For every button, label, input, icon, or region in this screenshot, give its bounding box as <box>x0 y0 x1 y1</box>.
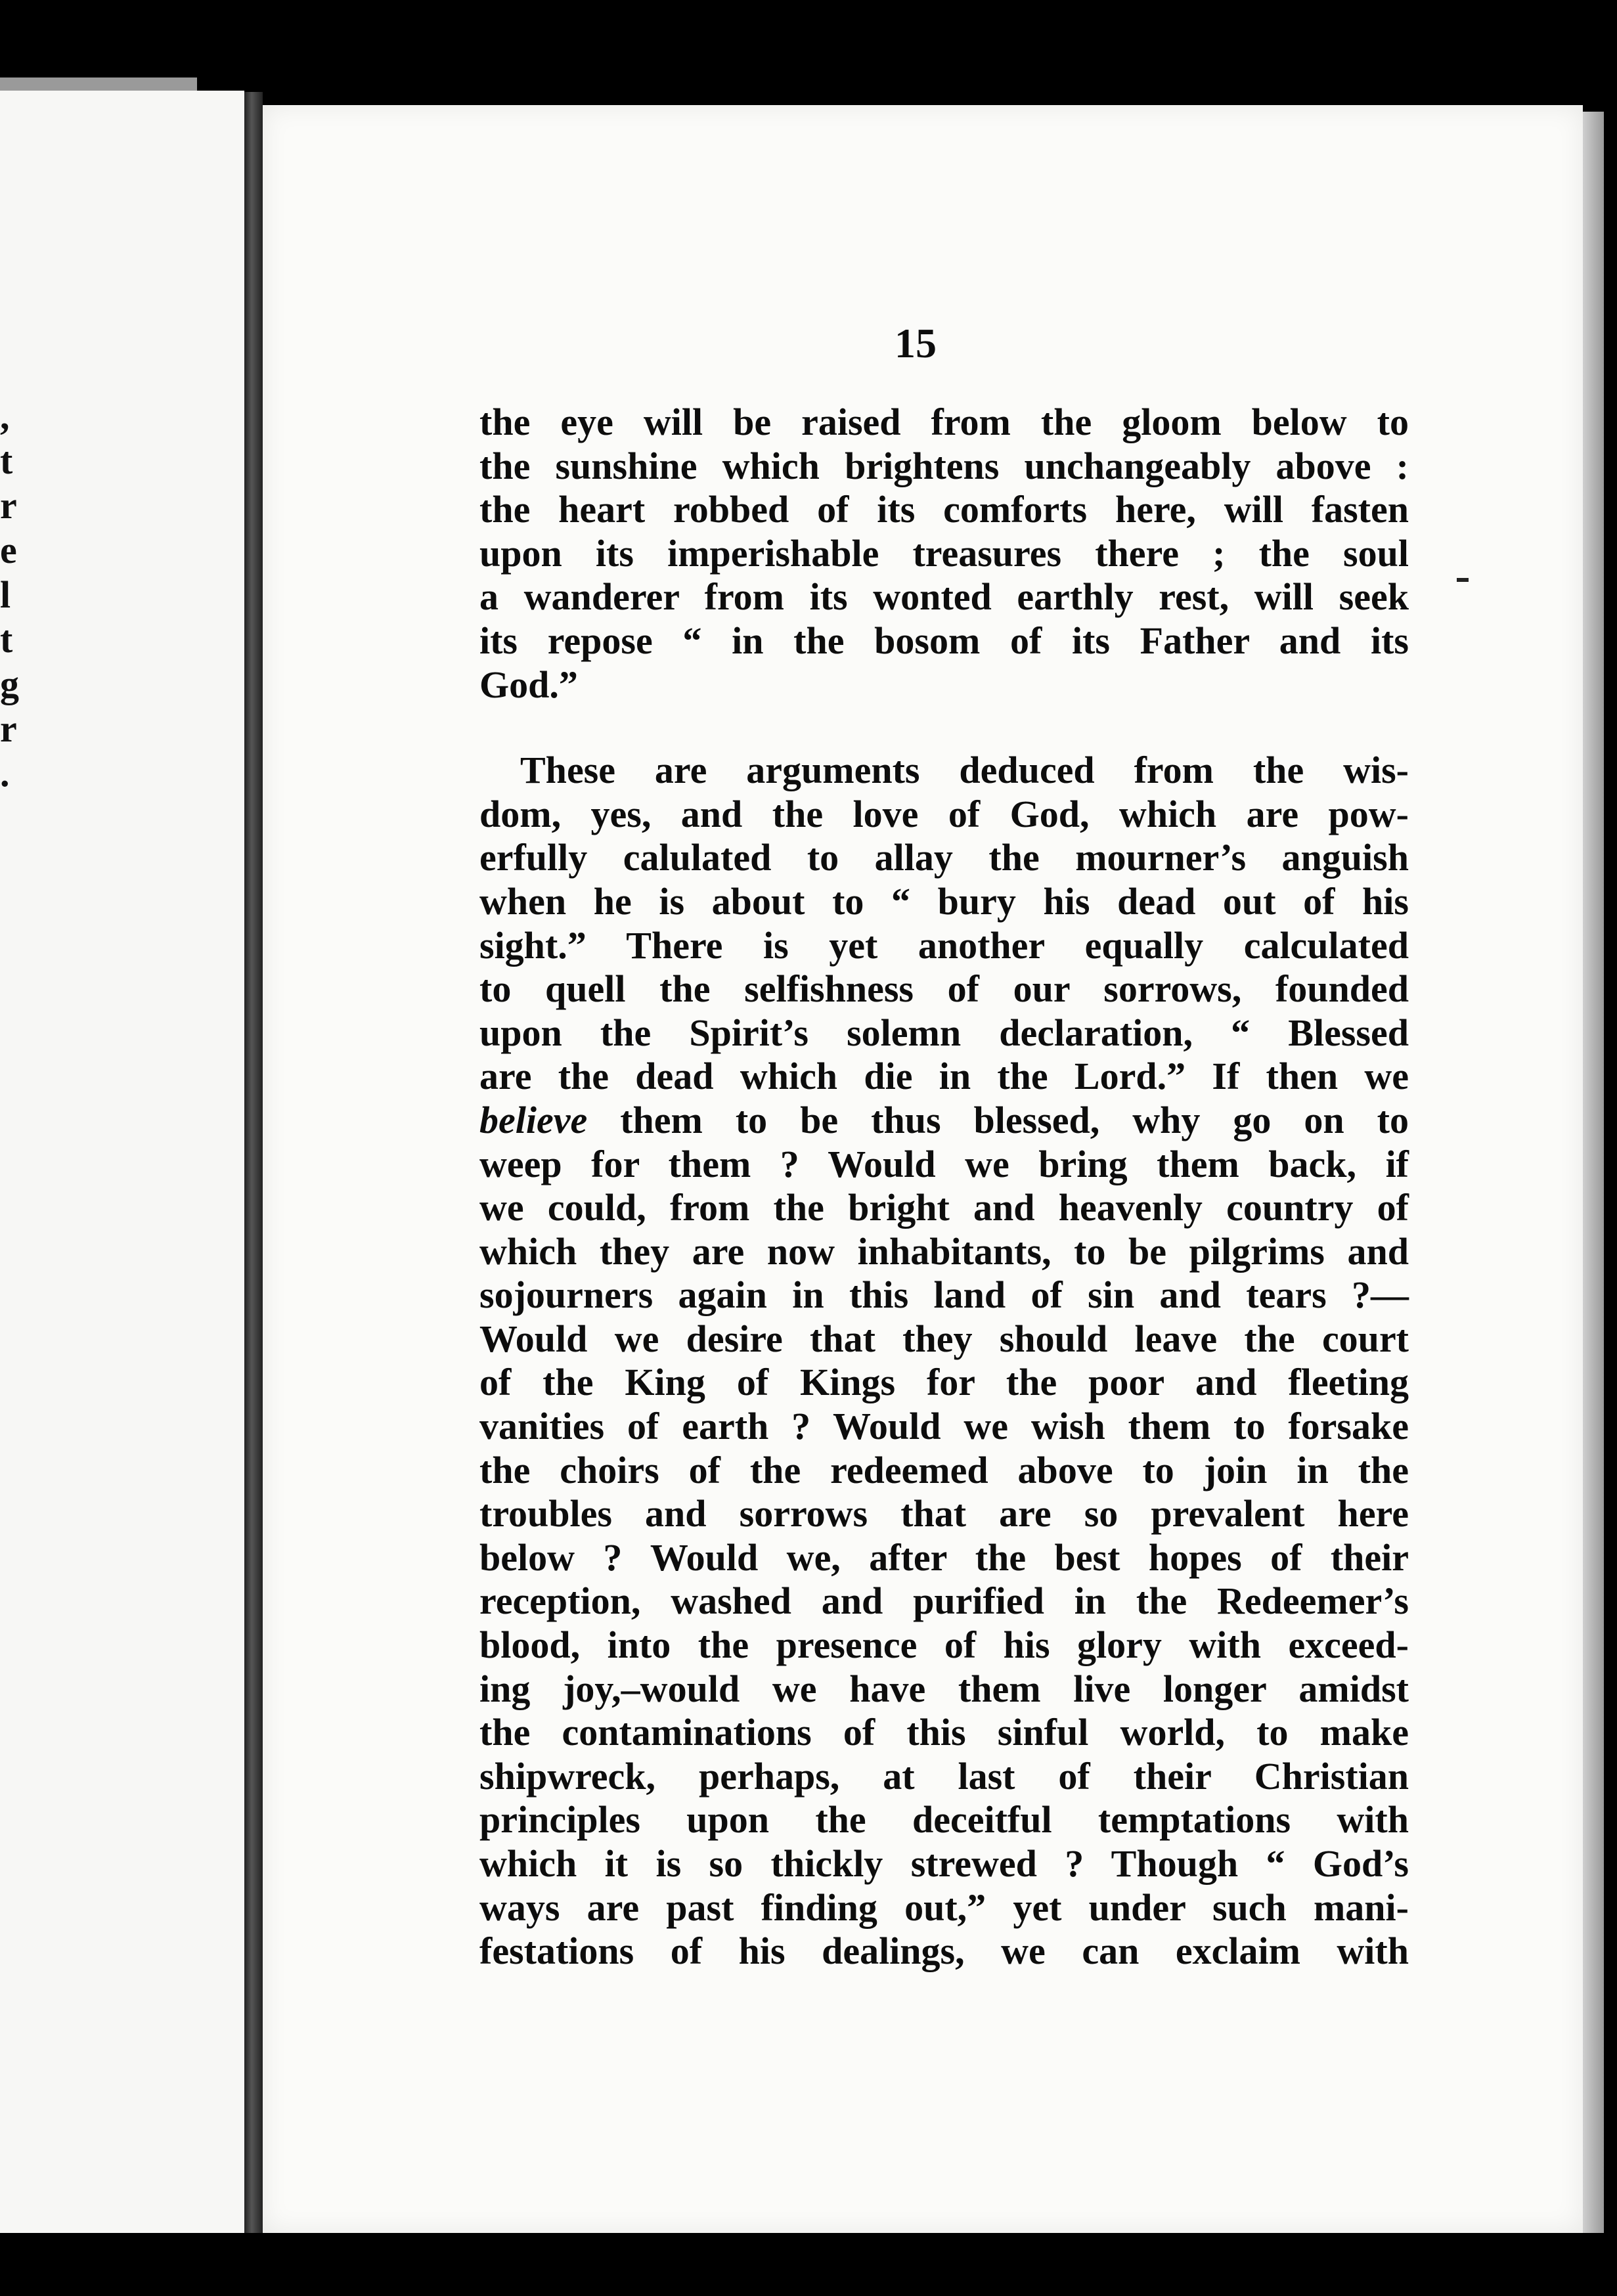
left-page-edge <box>0 91 244 2233</box>
cropped-char: r <box>0 707 17 750</box>
text-line: reception, washed and purified in the Redeemer’s <box>479 1579 1409 1623</box>
text-line: to quell the selfishness of our sorrows, founded <box>479 967 1409 1011</box>
book-gutter <box>244 92 263 2233</box>
cropped-char: t <box>0 439 13 482</box>
text-line: believe them to be thus blessed, why go on to <box>479 1098 1409 1141</box>
text-line: its repose “ in the bosom of its Father and its <box>479 619 1409 662</box>
text-line: a wanderer from its wonted earthly rest, will seek <box>479 575 1409 619</box>
text-line: sight.” There is yet another equally calculated <box>479 923 1409 967</box>
text-line: vanities of earth ? Would we wish them to forsake <box>479 1405 1409 1448</box>
paragraph <box>479 749 1409 1974</box>
text-line: sojourners again in this land of sin and tears ?— <box>479 1273 1409 1317</box>
text-line: erfully calulated to allay the mourner’s anguish <box>479 836 1409 879</box>
text-line: the eye will be raised from the gloom below to <box>479 401 1409 443</box>
text-line: ways are past finding out,” yet under such mani- <box>479 1886 1409 1929</box>
text-line: the sunshine which brightens unchangeably above : <box>479 444 1409 487</box>
left-page-top-edge <box>0 77 197 92</box>
left-page-cropped-text <box>0 394 20 795</box>
text-line: blood, into the presence of his glory with exceed- <box>479 1623 1409 1667</box>
cropped-char: t <box>0 618 13 661</box>
cropped-char: . <box>0 752 10 795</box>
cropped-char: , <box>0 395 10 437</box>
text-line: when he is about to “ bury his dead out of his <box>479 879 1409 923</box>
text-line: festations of his dealings, we can exclaim with <box>479 1930 1409 1973</box>
text-line: which it is so thickly strewed ? Though “ God’s <box>479 1842 1409 1885</box>
text-line: principles upon the deceitful temptations with <box>479 1798 1409 1842</box>
text-line: weep for them ? Would we bring them back, if <box>479 1142 1409 1185</box>
page-number: 15 <box>895 320 937 366</box>
text-line: upon its imperishable treasures there ; the soul <box>479 531 1409 575</box>
text-line: Would we desire that they should leave the court <box>479 1317 1409 1360</box>
cropped-char: g <box>0 663 19 705</box>
text-line: which they are now inhabitants, to be pilgrims and <box>479 1229 1409 1273</box>
right-page-fore-edge <box>1583 112 1604 2233</box>
text-line: shipwreck, perhaps, at last of their Christian <box>479 1754 1409 1798</box>
text-line: below ? Would we, after the best hopes of their <box>479 1535 1409 1579</box>
paragraph <box>479 401 1409 707</box>
text-line: the contaminations of this sinful world, to make <box>479 1711 1409 1754</box>
text-line: dom, yes, and the love of God, which are pow- <box>479 792 1409 835</box>
text-line: These are arguments deduced from the wis- <box>520 749 1409 792</box>
margin-speck <box>1457 578 1469 582</box>
text-line: upon the Spirit’s solemn declaration, “ Blessed <box>479 1011 1409 1054</box>
text-line: are the dead which die in the Lord.” If then we <box>479 1055 1409 1098</box>
text-line: we could, from the bright and heavenly country of <box>479 1186 1409 1229</box>
cropped-char: r <box>0 484 17 527</box>
text-line: ing joy,–would we have them live longer amidst <box>479 1667 1409 1710</box>
body-text <box>479 401 1409 1974</box>
text-line: the choirs of the redeemed above to join in the <box>479 1448 1409 1491</box>
text-line: troubles and sorrows that are so prevalent here <box>479 1492 1409 1535</box>
text-line: of the King of Kings for the poor and fleeting <box>479 1361 1409 1404</box>
text-line: the heart robbed of its comforts here, will fasten <box>479 488 1409 531</box>
text-line: God.” <box>479 663 578 706</box>
cropped-char: l <box>0 573 11 616</box>
cropped-char: e <box>0 529 17 571</box>
